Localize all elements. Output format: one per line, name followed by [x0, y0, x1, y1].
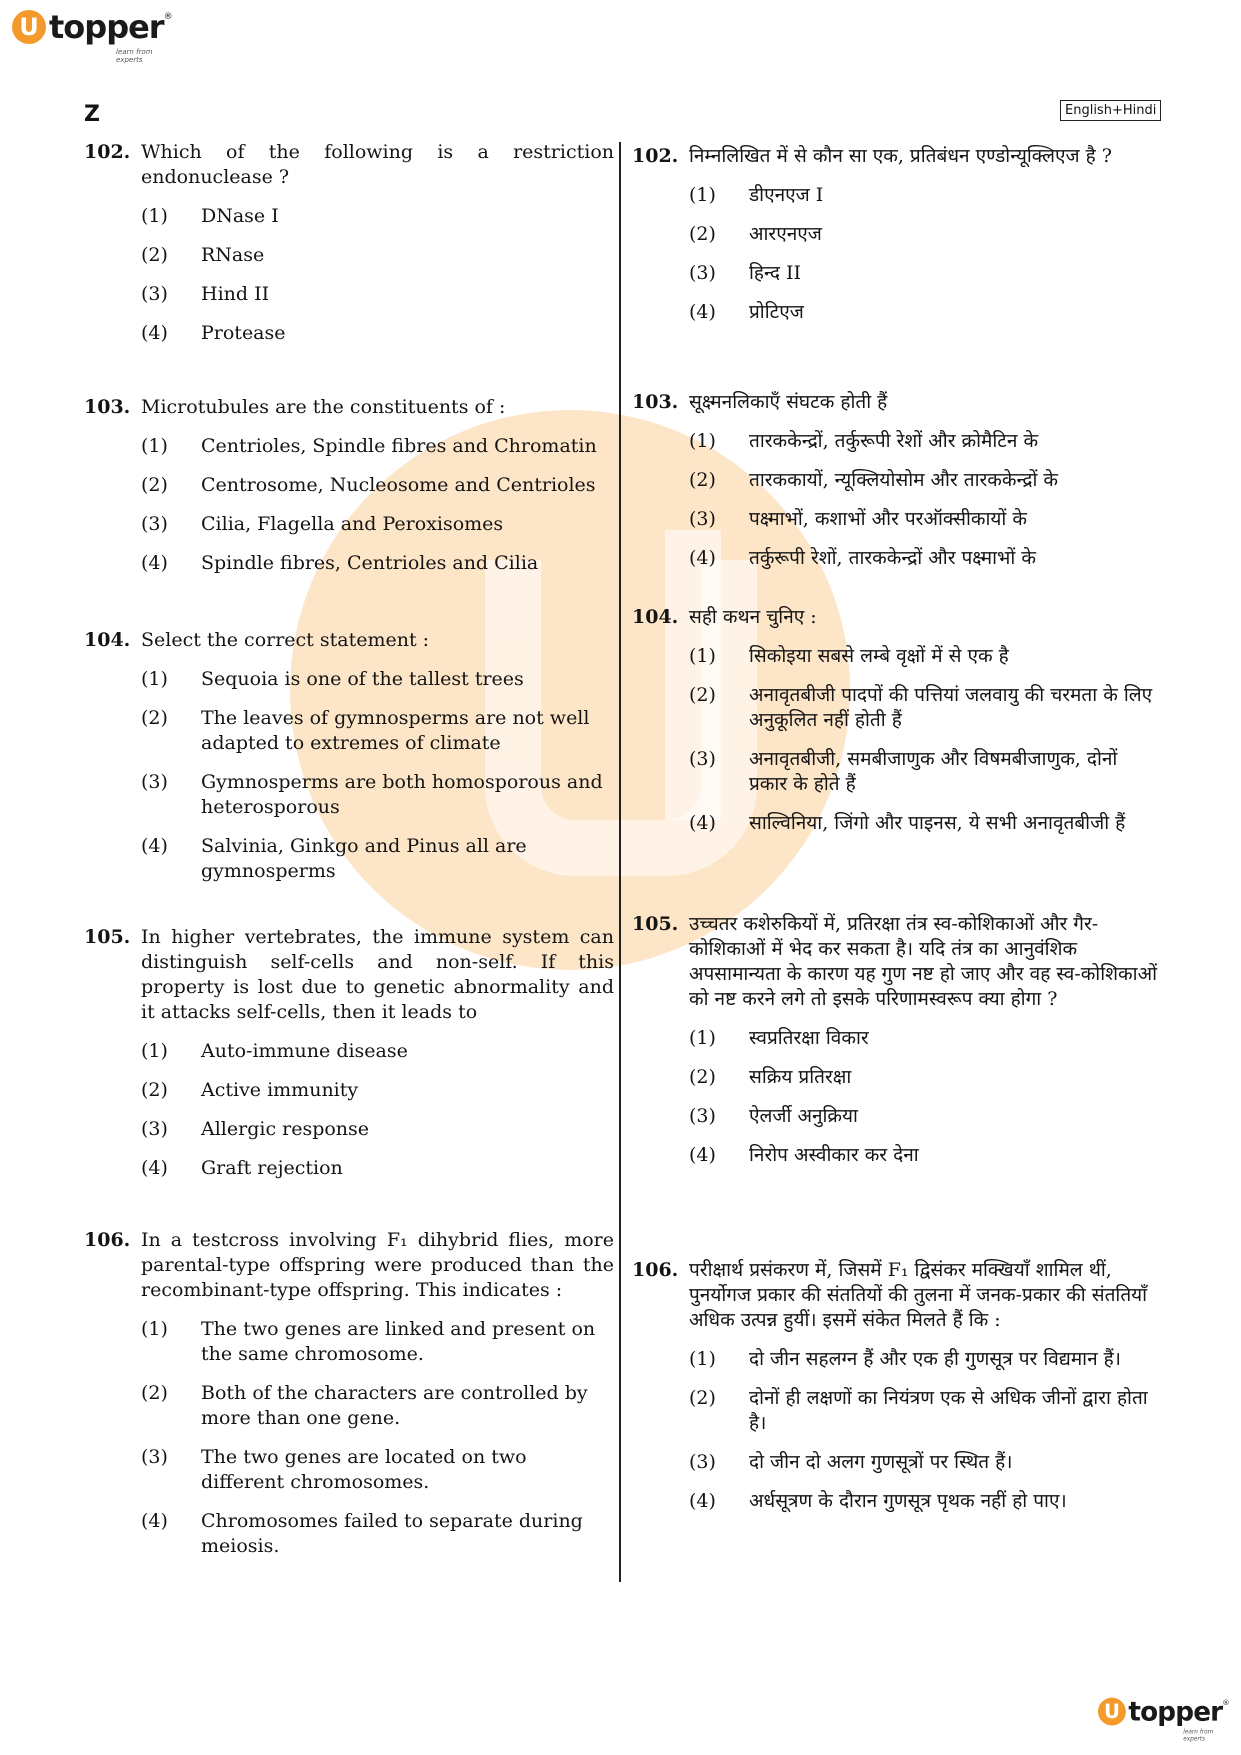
logo-registered: ®: [163, 12, 173, 22]
option-2: (2) Both of the characters are controlled by more than one gene.: [141, 1382, 588, 1429]
option-4: (4) Chromosomes failed to separate during meiosis.: [141, 1510, 583, 1557]
question-number: 105.: [84, 926, 131, 948]
option-4: (4) Salvinia, Ginkgo and Pinus all are gymnosperms: [141, 835, 527, 882]
question-number: 102.: [84, 141, 131, 163]
option-4: (4) निरोप अस्वीकार कर देना: [689, 1144, 919, 1166]
option-1: (1) दो जीन सहलग्न हैं और एक ही गुणसूत्र पर विद्यमान हैं।: [689, 1348, 1121, 1370]
option-4: (4) Spindle fibres, Centrioles and Cilia: [141, 552, 539, 574]
question-stem: In a testcross involving F₁ dihybrid flies, more parental-type offspring were produced than the recombinant-type offspring. This indicates :: [141, 1229, 614, 1301]
logo-tagline: learn from experts: [116, 48, 153, 64]
option-3: (3) अनावृतबीजी, समबीजाणुक और विषमबीजाणुक, दोनों प्रकार के होते हैं: [689, 748, 1118, 795]
option-1: (1) The two genes are linked and present on the same chromosome.: [141, 1318, 596, 1365]
option-2: (2) Active immunity: [141, 1079, 359, 1101]
question-105-en: [84, 925, 614, 1181]
question-103-en: [84, 395, 614, 576]
question-105-hi: [632, 912, 1157, 1168]
question-104-hi: [632, 605, 1157, 836]
question-104-en: [84, 628, 614, 884]
option-4: (4) अर्धसूत्रण के दौरान गुणसूत्र पृथक नहीं हो पाए।: [689, 1490, 1067, 1512]
question-number: 103.: [632, 391, 679, 413]
question-number: 102.: [632, 145, 679, 167]
paper-code: Z: [84, 102, 100, 127]
option-4: (4) तर्कुरूपी रेशों, तारककेन्द्रों और पक्ष्माभों के: [689, 547, 1036, 569]
question-106-hi: [632, 1258, 1157, 1514]
option-3: (3) Hind II: [141, 283, 270, 305]
question-106-en: [84, 1228, 614, 1559]
question-103-hi: [632, 390, 1157, 571]
option-1: (1) Centrioles, Spindle fibres and Chromatin: [141, 435, 597, 457]
brand-logo: [12, 8, 173, 64]
question-stem: सूक्ष्मनलिकाएँ संघटक होती हैं: [689, 391, 888, 413]
option-4: (4) Graft rejection: [141, 1157, 343, 1179]
option-3: (3) हिन्द II: [689, 262, 802, 284]
option-3: (3) दो जीन दो अलग गुणसूत्रों पर स्थित हैं।: [689, 1451, 1013, 1473]
option-2: (2) RNase: [141, 244, 265, 266]
question-number: 106.: [84, 1229, 131, 1251]
option-2: (2) सक्रिय प्रतिरक्षा: [689, 1066, 852, 1088]
question-stem: सही कथन चुनिए :: [689, 606, 817, 628]
question-stem: Select the correct statement :: [141, 629, 430, 651]
question-stem: उच्चतर कशेरुकियों में, प्रतिरक्षा तंत्र स्व-कोशिकाओं और गैर-कोशिकाओं में भेद कर सकता है। यदि तंत्र का आनुवंशिक अपसामान्यता के कारण यह गुण नष्ट हो जाए और वह स्व-कोशिकाओं को नष्ट करने लगे तो इसके परिणामस्वरूप क्या होगा ?: [689, 913, 1157, 1010]
option-3: (3) पक्ष्माभों, कशाभों और परऑक्सीकायों के: [689, 508, 1027, 530]
question-number: 103.: [84, 396, 131, 418]
logo-mark-icon: U: [12, 10, 46, 44]
option-2: (2) दोनों ही लक्षणों का नियंत्रण एक से अधिक जीनों द्वारा होता है।: [689, 1387, 1148, 1434]
footer-logo-mark-icon: U: [1098, 1698, 1126, 1726]
footer-logo-registered: ®: [1222, 1699, 1230, 1708]
question-stem: In higher vertebrates, the immune system can distinguish self-cells and non-self. If this property is lost due to genetic abnormality and it attacks self-cells, then it leads to: [141, 926, 614, 1023]
option-2: (2) तारककायों, न्यूक्लियोसोम और तारककेन्द्रों के: [689, 469, 1059, 491]
option-3: (3) Cilia, Flagella and Peroxisomes: [141, 513, 504, 535]
option-1: (1) सिकोइया सबसे लम्बे वृक्षों में से एक है: [689, 645, 1009, 667]
question-stem: परीक्षार्थ प्रसंकरण में, जिसमें F₁ द्विसंकर मक्खियाँ शामिल थीं, पुनर्योगज प्रकार की संततियों की तुलना में जनक-प्रकार की संततियाँ अधिक उत्पन्न हुयीं। इसमें संकेत मिलते हैं कि :: [689, 1259, 1148, 1331]
option-3: (3) Allergic response: [141, 1118, 370, 1140]
option-1: (1) डीएनएज I: [689, 184, 824, 206]
question-102-hi: [632, 144, 1157, 325]
option-3: (3) The two genes are located on two different chromosomes.: [141, 1446, 527, 1493]
option-1: (1) DNase I: [141, 205, 279, 227]
option-2: (2) अनावृतबीजी पादपों की पत्तियां जलवायु की चरमता के लिए अनुकूलित नहीं होती हैं: [689, 684, 1153, 731]
option-3: (3) Gymnosperms are both homosporous and heterosporous: [141, 771, 603, 818]
question-stem: Microtubules are the constituents of :: [141, 396, 506, 418]
option-1: (1) Sequoia is one of the tallest trees: [141, 668, 524, 690]
option-4: (4) साल्विनिया, जिंगो और पाइनस, ये सभी अनावृतबीजी हैं: [689, 812, 1126, 834]
language-badge: English+Hindi: [1060, 100, 1161, 121]
option-1: (1) तारककेन्द्रों, तर्कुरूपी रेशों और क्रोमैटिन के: [689, 430, 1039, 452]
question-stem: निम्नलिखित में से कौन सा एक, प्रतिबंधन एण्डोन्यूक्लिएज है ?: [689, 145, 1112, 167]
question-number: 105.: [632, 913, 679, 935]
logo-text: topper: [49, 8, 164, 46]
question-number: 104.: [84, 629, 131, 651]
option-1: (1) Auto-immune disease: [141, 1040, 408, 1062]
option-2: (2) Centrosome, Nucleosome and Centrioles: [141, 474, 596, 496]
option-2: (2) आरएनएज: [689, 223, 822, 245]
question-number: 106.: [632, 1259, 679, 1281]
question-102-en: [84, 140, 614, 346]
option-1: (1) स्वप्रतिरक्षा विकार: [689, 1027, 869, 1049]
option-2: (2) The leaves of gymnosperms are not well adapted to extremes of climate: [141, 707, 590, 754]
option-4: (4) Protease: [141, 322, 286, 344]
footer-logo-text: topper: [1128, 1696, 1223, 1728]
question-stem: Which of the following is a restriction endonuclease ?: [141, 141, 614, 188]
footer-logo-tagline: learn from experts: [1183, 1728, 1214, 1742]
option-3: (3) ऐलर्जी अनुक्रिया: [689, 1105, 858, 1127]
column-divider: [619, 142, 621, 1582]
option-4: (4) प्रोटिएज: [689, 301, 804, 323]
footer-brand-logo: [1098, 1696, 1230, 1742]
question-number: 104.: [632, 606, 679, 628]
